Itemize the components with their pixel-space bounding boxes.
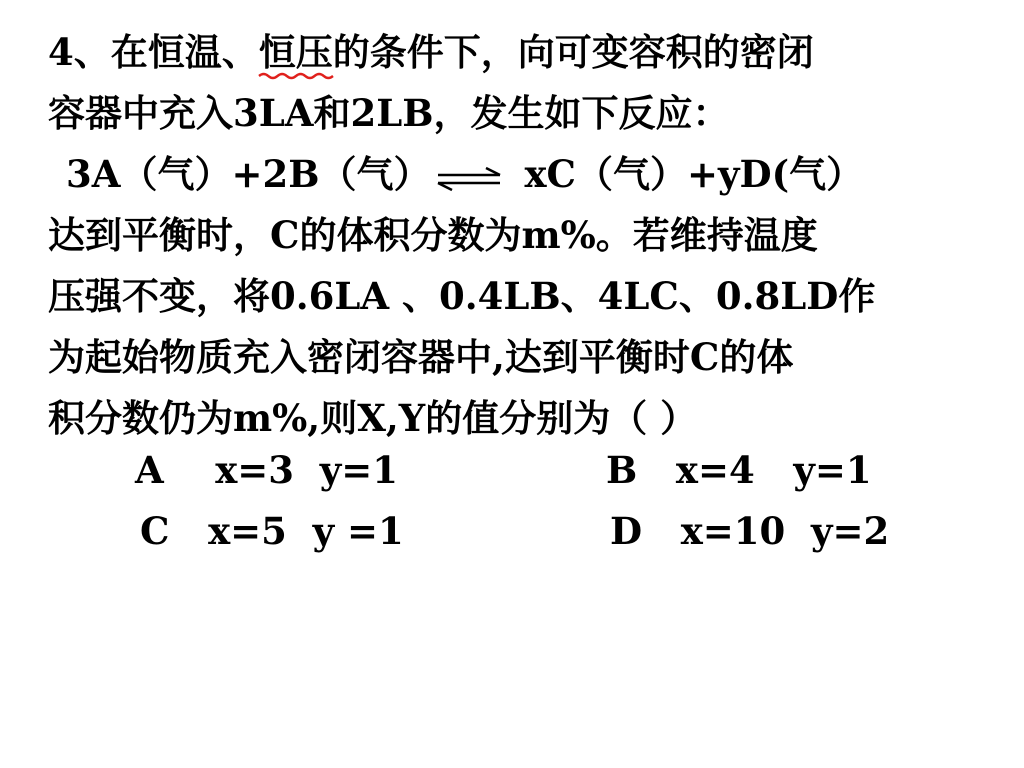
- question-line-1-prefix: 4、在恒温、: [48, 30, 259, 74]
- question-line-7: 积分数仍为m%,则X,Y的值分别为（ ）: [48, 396, 698, 440]
- option-d: D x=10 y=2: [610, 509, 890, 553]
- question-line-4: 达到平衡时，C的体积分数为m%。若维持温度: [48, 213, 818, 257]
- question-line-2: 容器中充入3LA和2LB，发生如下反应：: [48, 91, 730, 135]
- equilibrium-arrow-icon: [430, 159, 510, 189]
- question-line-1: [48, 30, 814, 74]
- reaction-right-side: xC（气）+yD(气）: [524, 152, 864, 196]
- wavy-underline: [259, 72, 333, 80]
- question-line-6: 为起始物质充入密闭容器中,达到平衡时C的体: [48, 335, 794, 379]
- spelling-underline-word: [259, 30, 333, 74]
- option-c: C x=5 y =1: [140, 509, 404, 553]
- reaction-left-side: 3A（气）+2B（气）: [66, 152, 431, 196]
- question-line-5: 压强不变，将0.6LA 、0.4LB、4LC、0.8LD作: [48, 274, 876, 318]
- option-a: A x=3 y=1: [135, 448, 399, 492]
- reaction-equation: [66, 152, 863, 196]
- question-line-1-suffix: 的条件下，向可变容积的密闭: [332, 30, 814, 74]
- option-b: B x=4 y=1: [606, 448, 872, 492]
- underlined-text: 恒压: [258, 30, 333, 74]
